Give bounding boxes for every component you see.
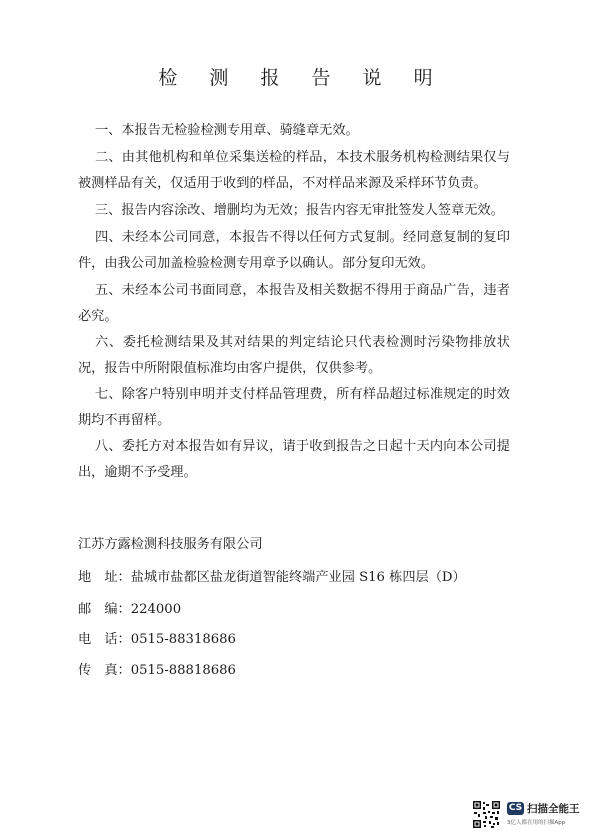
notice-item-4: 四、未经本公司同意，本报告不得以任何方式复制。经同意复制的复印件，由我公司加盖检验检测专用章予以确认。部分复印无效。 xyxy=(78,230,510,271)
camscanner-logo: CS xyxy=(508,803,523,813)
qr-code-icon xyxy=(472,800,501,829)
postcode-value: 224000 xyxy=(130,602,182,617)
scanner-brand-name: 扫描全能王 xyxy=(527,803,580,815)
notice-item-2: 二、由其他机构和单位采集送检的样品，本技术服务机构检测结果仅与被测样品有关，仅适用于收到的样品，不对样品来源及采样环节负责。 xyxy=(78,150,510,191)
fax-value: 0515-88818686 xyxy=(130,663,236,678)
postcode-label: 邮 编： xyxy=(78,602,131,617)
notice-item-6: 六、委托检测结果及其对结果的判定结论只代表检测时污染物排放状况，报告中所附限值标准均由客户提供，仅供参考。 xyxy=(78,335,510,376)
address-label: 地 址： xyxy=(78,570,131,585)
page-title: 检 测 报 告 说 明 xyxy=(158,67,446,89)
notice-item-8: 八、委托方对本报告如有异议，请于收到报告之日起十天内向本公司提出，逾期不予受理。 xyxy=(78,439,510,480)
notice-item-7: 七、除客户特别申明并支付样品管理费，所有样品超过标准规定的时效期均不再留样。 xyxy=(78,387,510,428)
fax-row xyxy=(78,659,236,678)
scanner-brand-tagline: 3亿人都在用的扫描App xyxy=(507,820,566,826)
scanner-watermark xyxy=(472,800,584,830)
notice-item-5: 五、未经本公司书面同意，本报告及相关数据不得用于商品广告，违者必究。 xyxy=(78,283,510,324)
address-value: 盐城市盐都区盐龙街道智能终端产业园 S16 栋四层（D） xyxy=(130,570,466,585)
notice-item-3: 三、报告内容涂改、增删均为无效；报告内容无审批签发人签章无效。 xyxy=(95,203,504,218)
address-row xyxy=(78,566,466,585)
postcode-row xyxy=(78,598,181,617)
fax-label: 传 真： xyxy=(78,663,131,678)
company-name: 江苏方露检测科技服务有限公司 xyxy=(78,537,263,552)
notice-item-1: 一、本报告无检验检测专用章、骑缝章无效。 xyxy=(95,123,359,138)
phone-row xyxy=(78,628,236,647)
phone-value: 0515-88318686 xyxy=(130,632,236,647)
phone-label: 电 话： xyxy=(78,632,131,647)
